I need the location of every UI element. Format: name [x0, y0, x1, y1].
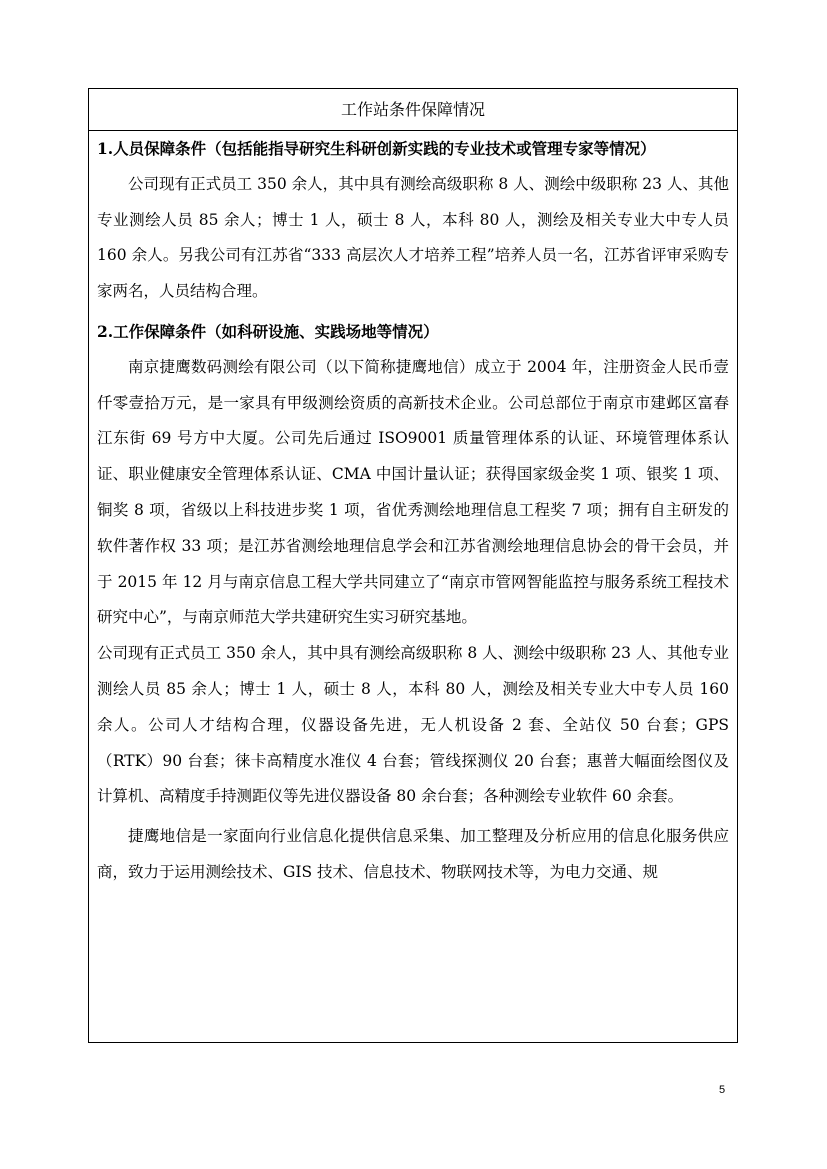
section-heading-personnel: 1.人员保障条件（包括能指导研究生科研创新实践的专业技术或管理专家等情况） [97, 139, 656, 158]
page-number: 5 [718, 1084, 726, 1096]
table-content [89, 131, 737, 891]
work-paragraph-staff-equipment: 公司现有正式员工 350 余人，其中具有测绘高级职称 8 人、测绘中级职称 23 人、其他专业测绘人员 85 余人；博士 1 人，硕士 8 人，本科 80 人，测绘及相关专业大中专人员 160 余人。公司人才结构合理，仪器设备先进，无人机设备 2 套、全站仪 50 台套；GPS（RTK）90 台套；徕卡高精度水准仪 4 台套；管线探测仪 20 台套；惠普大幅面绘图仪及计算机、高精度手持测距仪等先进仪器设备 80 余台套；各种测绘专业软件 60 余套。 [97, 644, 729, 806]
work-paragraph-company-profile: 南京捷鹰数码测绘有限公司（以下简称捷鹰地信）成立于 2004 年，注册资金人民币壹仟零壹拾万元，是一家具有甲级测绘资质的高新技术企业。公司总部位于南京市建邺区富春江东街 69 号方中大厦。公司先后通过 ISO9001 质量管理体系的认证、环境管理体系认证、职业健康安全管理体系认证、CMA 中国计量认证；获得国家级金奖 1 项、银奖 1 项、铜奖 8 项，省级以上科技进步奖 1 项，省优秀测绘地理信息工程奖 7 项；拥有自主研发的软件著作权 33 项；是江苏省测绘地理信息学会和江苏省测绘地理信息协会的骨干会员，并于 2015 年 12 月与南京信息工程大学共同建立了“南京市管网智能监控与服务系统工程技术研究中心”，与南京师范大学共建研究生实习研究基地。 [97, 357, 729, 627]
section-heading-work: 2.工作保障条件（如科研设施、实践场地等情况） [97, 321, 439, 341]
table-title: 工作站条件保障情况 [89, 89, 737, 131]
personnel-paragraph: 公司现有正式员工 350 余人，其中具有测绘高级职称 8 人、测绘中级职称 23 人、其他专业测绘人员 85 余人；博士 1 人，硕士 8 人，本科 80 人，测绘及相关专业大中专人员 160 余人。另我公司有江苏省“333 高层次人才培养工程”培养人员一名，江苏省评审采购专家两名，人员结构合理。 [97, 174, 729, 301]
work-paragraph-business: 捷鹰地信是一家面向行业信息化提供信息采集、加工整理及分析应用的信息化服务供应商，致力于运用测绘技术、GIS 技术、信息技术、物联网技术等，为电力交通、规 [97, 827, 729, 881]
conditions-table [88, 88, 738, 1043]
